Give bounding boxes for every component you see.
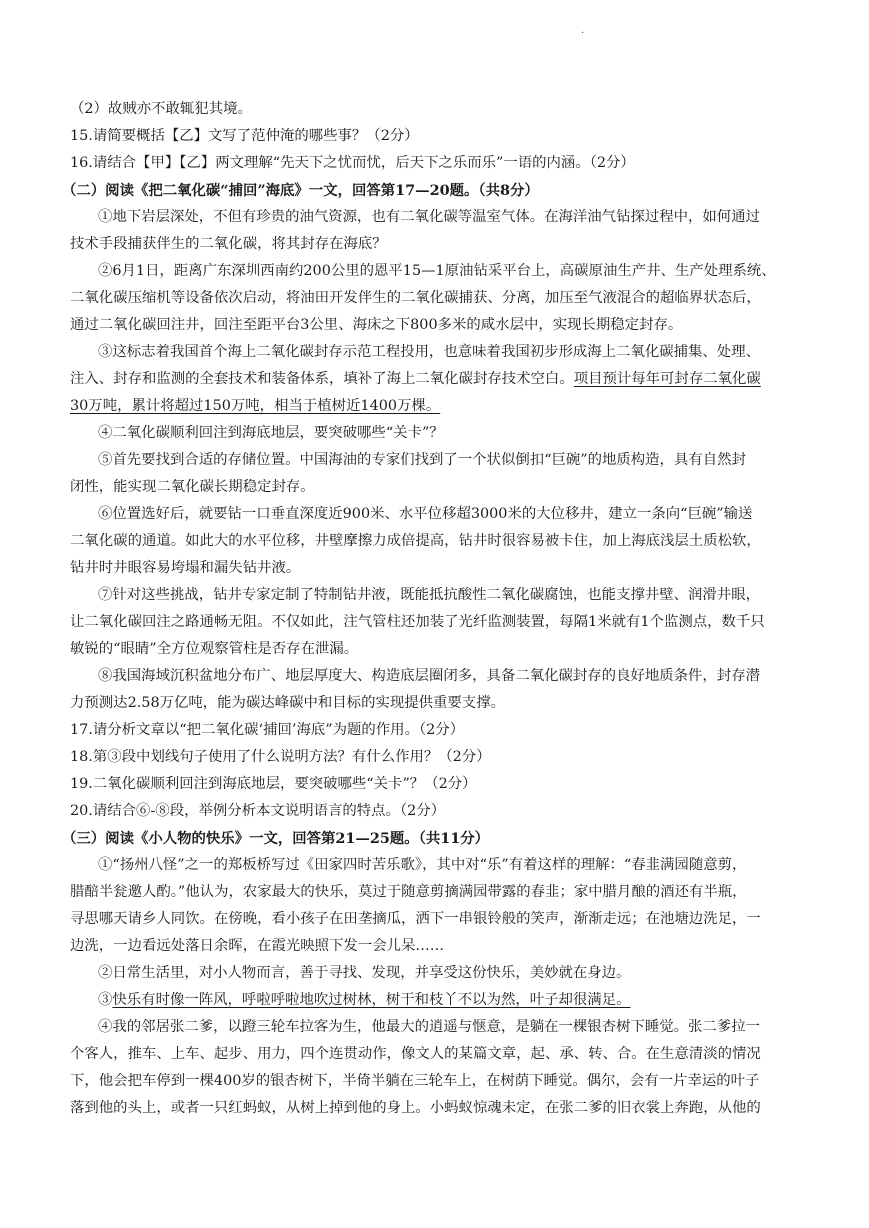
text-line: [70, 231, 800, 258]
line-text: ③这标志着我国首个海上二氧化碳封存示范工程投用，也意味着我国初步形成海上二氧化碳捕集、处理、: [98, 344, 760, 360]
text-line: [70, 852, 800, 879]
line-text: 17.请分析文章以“把二氧化碳‘捕回’海底”为题的作用。（2分）: [70, 722, 465, 738]
text-line: [70, 123, 800, 150]
line-text: 个客人，推车、上车、起步、用力，四个连贯动作，像文人的某篇文章，起、承、转、合。在生意清淡的情况: [70, 1046, 761, 1062]
text-line: [70, 582, 800, 609]
text-line: [70, 339, 800, 366]
line-text: ③: [98, 992, 113, 1008]
text-line: [70, 204, 800, 231]
text-line: [70, 258, 800, 285]
text-line: [70, 663, 800, 690]
text-line: [70, 960, 800, 987]
text-line: [70, 366, 800, 393]
text-line: [70, 609, 800, 636]
line-text: 力预测达2.58万亿吨，能为碳达峰碳中和目标的实现提供重要支撑。: [70, 695, 505, 711]
line-text: ⑥位置选好后，就要钻一口垂直深度近900米、水平位移超3000米的大位移井，建立一条向“巨碗”输送: [98, 506, 753, 522]
underlined-sentence: 项目预计每年可封存二氧化碳: [573, 371, 761, 387]
line-text: 落到他的头上，或者一只红蚂蚁，从树上掉到他的身上。小蚂蚁惊魂未定，在张二爹的旧衣裳上奔跑，从他的: [70, 1100, 761, 1116]
line-text: 二氧化碳压缩机等设备依次启动，将油田开发伴生的二氧化碳捕获、分离，加压至气液混合的超临界状态后，: [70, 290, 761, 306]
text-line: [70, 474, 800, 501]
text-line: [70, 285, 800, 312]
underlined-sentence: 30万吨，累计将超过150万吨，相当于植树近1400万棵。: [70, 398, 441, 414]
line-text: ④我的邻居张二爹，以蹬三轮车拉客为生，他最大的逍遥与惬意，是躺在一棵银杏树下睡觉。张二爹拉一: [98, 1019, 760, 1035]
text-line: [70, 798, 800, 825]
line-text: ⑤首先要找到合适的存储位置。中国海油的专家们找到了一个状似倒扣“巨碗”的地质构造，具有自然封: [98, 452, 746, 468]
line-text: 腊醅半瓮邀人酌。”他认为，农家最大的快乐，莫过于随意剪摘满园带露的春韭；家中腊月酿的酒还有半瓶，: [70, 884, 747, 900]
line-text: 让二氧化碳回注之路通畅无阻。不仅如此，注气管柱还加装了光纤监测装置，每隔1米就有1个监测点，数千只: [70, 614, 765, 630]
text-line: [70, 744, 800, 771]
text-line: [70, 393, 800, 420]
line-text: ②日常生活里，对小人物而言，善于寻找、发现，并享受这份快乐，美妙就在身边。: [98, 965, 631, 981]
line-text: ④二氧化碳顺利回注到海底地层，要突破哪些“关卡”？: [98, 425, 444, 441]
line-text: ①地下岩层深处，不但有珍贵的油气资源，也有二氧化碳等温室气体。在海洋油气钻探过程中，如何通过: [98, 209, 760, 225]
line-text: 技术手段捕获伴生的二氧化碳，将其封存在海底？: [70, 236, 387, 252]
line-text: 16.请结合【甲】【乙】两文理解“先天下之忧而忧，后天下之乐而乐”一语的内涵。（2分）: [70, 155, 635, 171]
text-line: [70, 96, 800, 123]
text-line: [70, 771, 800, 798]
text-line: [70, 420, 800, 447]
text-line: [70, 447, 800, 474]
text-line: [70, 528, 800, 555]
header-dot: ·: [581, 28, 585, 39]
line-text: ⑦针对这些挑战，钻井专家定制了特制钻井液，既能抵抗酸性二氧化碳腐蚀，也能支撑井壁、润滑井眼，: [98, 587, 760, 603]
line-text: 钻井时井眼容易垮塌和漏失钻井液。: [70, 560, 301, 576]
line-text: 敏锐的“眼睛”全方位观察管柱是否存在泄漏。: [70, 641, 359, 657]
text-line: [70, 1068, 800, 1095]
text-line: [70, 933, 800, 960]
line-text: （三）阅读《小人物的快乐》一文，回答第21—25题。（共11分）: [62, 830, 490, 847]
text-line: [62, 825, 800, 852]
line-text: 下，他会把车停到一棵400岁的银杏树下，半倚半躺在三轮车上，在树荫下睡觉。偶尔，会有一片幸运的叶子: [70, 1073, 760, 1089]
text-line: [70, 1014, 800, 1041]
text-line: [70, 636, 800, 663]
line-text: 15.请简要概括【乙】文写了范仲淹的哪些事？（2分）: [70, 128, 419, 144]
text-line: [70, 555, 800, 582]
line-text: ①“扬州八怪”之一的郑板桥写过《田家四时苦乐歌》，其中对“乐”有着这样的理解：“春韭满园随意剪，: [98, 857, 747, 873]
text-line: [70, 312, 800, 339]
underlined-sentence: 快乐有时像一阵风，呼啦呼啦地吹过树林，树干和枝丫不以为然，叶子却很满足。: [112, 992, 631, 1008]
line-text: 二氧化碳的通道。如此大的水平位移，井壁摩擦力成倍提高，钻井时很容易被卡住，加上海底浅层土质松软，: [70, 533, 761, 549]
text-line: [70, 690, 800, 717]
line-text: 19.二氧化碳顺利回注到海底地层，要突破哪些“关卡”？（2分）: [70, 776, 477, 792]
line-text: （2）故贼亦不敢辄犯其境。: [70, 101, 252, 117]
line-text: （二）阅读《把二氧化碳“捕回”海底》一文，回答第17—20题。（共8分）: [62, 182, 539, 199]
line-text: ⑧我国海域沉积盆地分布广、地层厚度大、构造底层圈闭多，具备二氧化碳封存的良好地质条件，封存潜: [98, 668, 760, 684]
line-text: 20.请结合⑥-⑧段，举例分析本文说明语言的特点。（2分）: [70, 803, 446, 819]
line-text: 注入、封存和监测的全套技术和装备体系，填补了海上二氧化碳封存技术空白。: [70, 371, 574, 387]
document-body: [62, 96, 800, 1122]
text-line: [70, 1041, 800, 1068]
text-line: [70, 501, 800, 528]
text-line: [70, 717, 800, 744]
line-text: 边洗，一边看远处落日余晖，在霞光映照下发一会儿呆……: [70, 938, 445, 954]
line-text: 寻思哪天请乡人同饮。在傍晚，看小孩子在田垄摘瓜，洒下一串银铃般的笑声，渐渐走远；在池塘边洗足，一: [70, 911, 761, 927]
text-line: [70, 987, 800, 1014]
text-line: [70, 1095, 800, 1122]
text-line: [70, 879, 800, 906]
text-line: [62, 177, 800, 204]
line-text: ②6月1日，距离广东深圳西南约200公里的恩平15—1原油钻采平台上，高碳原油生产井、生产处理系统、: [98, 263, 776, 279]
line-text: 18.第③段中划线句子使用了什么说明方法？有什么作用？（2分）: [70, 749, 491, 765]
line-text: 通过二氧化碳回注井，回注至距平台3公里、海床之下800多米的咸水层中，实现长期稳定封存。: [70, 317, 683, 333]
text-line: [70, 906, 800, 933]
text-line: [70, 150, 800, 177]
line-text: 闭性，能实现二氧化碳长期稳定封存。: [70, 479, 315, 495]
